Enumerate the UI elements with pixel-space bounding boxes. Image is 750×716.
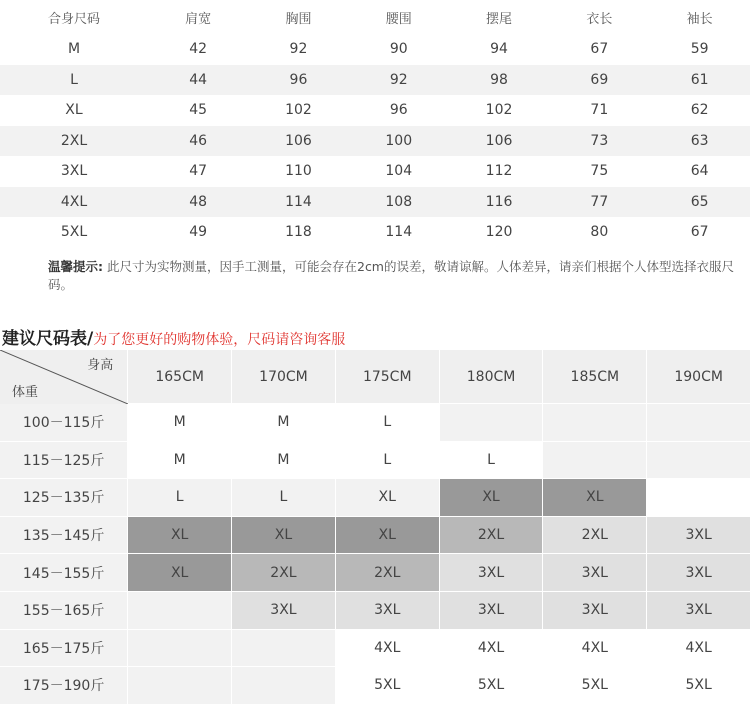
recommend-size-cell: 5XL (646, 667, 750, 705)
recommend-size-cell: 2XL (542, 517, 646, 555)
spec-cell: 48 (189, 193, 208, 210)
recommend-table-title (2, 324, 345, 349)
recommend-size-cell: 3XL (646, 517, 750, 555)
recommend-size-cell: 3XL (646, 554, 750, 592)
spec-cell: 110 (285, 163, 312, 180)
recommend-size-cell (646, 479, 750, 517)
spec-cell: 114 (285, 193, 312, 210)
spec-cell: 92 (289, 41, 308, 58)
spec-row (0, 126, 750, 157)
spec-cell: 62 (690, 102, 709, 119)
spec-cell: 59 (690, 41, 709, 58)
recommend-row (0, 630, 750, 668)
recommend-size-cell (127, 592, 231, 630)
recommend-size-cell: XL (231, 517, 335, 555)
spec-cell: 73 (590, 132, 609, 149)
recommend-size-cell: 3XL (646, 592, 750, 630)
spec-cell: 67 (590, 41, 609, 58)
spec-cell: 106 (285, 132, 312, 149)
spec-cell: 118 (285, 224, 312, 241)
spec-row (0, 217, 750, 248)
recommend-size-cell: L (335, 404, 439, 442)
spec-header-cell: 胸围 (285, 11, 312, 27)
recommend-size-cell: XL (542, 479, 646, 517)
spec-cell: 47 (189, 163, 208, 180)
recommend-size-cell: 5XL (439, 667, 543, 705)
spec-cell: 75 (590, 163, 609, 180)
recommend-size-cell: 2XL (335, 554, 439, 592)
recommend-size-cell: 5XL (542, 667, 646, 705)
spec-cell: 114 (385, 224, 413, 241)
recommend-row (0, 592, 750, 630)
recommend-size-cell: M (127, 404, 231, 442)
weight-label-cell: 165－175斤 (0, 630, 127, 668)
recommend-row (0, 517, 750, 555)
spec-header-cell: 合身尺码 (47, 11, 100, 27)
spec-cell: 61 (690, 71, 709, 88)
spec-header-row (0, 0, 750, 34)
recommend-size-cell: 3XL (439, 554, 543, 592)
recommend-size-cell (646, 404, 750, 442)
spec-row (0, 95, 750, 126)
spec-cell: 71 (590, 102, 609, 119)
recommend-size-cell: XL (127, 517, 231, 555)
spec-cell: 100 (385, 132, 413, 149)
recommend-size-cell (231, 630, 335, 668)
spec-cell: 42 (189, 41, 208, 58)
recommend-size-table (0, 350, 750, 705)
recommend-row (0, 404, 750, 442)
spec-cell: 106 (485, 132, 513, 149)
weight-label-cell: 155－165斤 (0, 592, 127, 630)
spec-cell: 44 (189, 71, 208, 88)
recommend-size-cell (127, 630, 231, 668)
recommend-size-cell: 3XL (231, 592, 335, 630)
recommend-size-cell: 4XL (646, 630, 750, 668)
spec-cell: 92 (389, 71, 408, 88)
recommend-title-main: 建议尺码表/ (2, 329, 94, 349)
spec-cell: 96 (389, 102, 408, 119)
recommend-size-cell: M (231, 404, 335, 442)
spec-cell: 102 (285, 102, 312, 119)
recommend-size-cell: 4XL (335, 630, 439, 668)
size-spec-table (0, 0, 750, 248)
recommend-size-cell: 3XL (439, 592, 543, 630)
recommend-size-cell: L (335, 442, 439, 480)
recommend-size-cell (231, 667, 335, 705)
recommend-size-cell: 4XL (542, 630, 646, 668)
recommend-size-cell: 2XL (231, 554, 335, 592)
spec-cell: 90 (389, 41, 408, 58)
spec-cell: 104 (385, 163, 413, 180)
recommend-row (0, 442, 750, 480)
recommend-size-cell: 3XL (335, 592, 439, 630)
spec-row (0, 65, 750, 96)
weight-label-cell: 135－145斤 (0, 517, 127, 555)
spec-cell: 5XL (60, 224, 88, 241)
recommend-title-sub: 为了您更好的购物体验，尺码请咨询客服 (93, 332, 346, 348)
recommend-row (0, 554, 750, 592)
recommend-size-cell: L (127, 479, 231, 517)
spec-cell: 80 (590, 224, 609, 241)
spec-cell: 69 (590, 71, 609, 88)
spec-cell: 77 (590, 193, 609, 210)
spec-row (0, 187, 750, 218)
spec-header-cell: 腰围 (385, 11, 412, 27)
weight-label-cell: 100－115斤 (0, 404, 127, 442)
recommend-size-cell: 5XL (335, 667, 439, 705)
spec-header-cell: 摆尾 (486, 11, 513, 27)
height-header-cell: 180CM (439, 350, 543, 404)
spec-header-cell: 衣长 (586, 11, 613, 27)
weight-label-cell: 115－125斤 (0, 442, 127, 480)
spec-cell: 108 (385, 193, 413, 210)
recommend-size-cell: XL (335, 479, 439, 517)
recommend-size-cell: 4XL (439, 630, 543, 668)
recommend-size-cell (646, 442, 750, 480)
recommend-size-cell (439, 404, 543, 442)
spec-cell: 67 (690, 224, 709, 241)
spec-cell: 96 (289, 71, 308, 88)
spec-cell: 102 (485, 102, 513, 119)
spec-cell: 2XL (60, 132, 88, 149)
spec-row (0, 34, 750, 65)
spec-cell: 3XL (60, 163, 88, 180)
spec-header-cell: 袖长 (686, 11, 713, 27)
recommend-size-cell (542, 404, 646, 442)
spec-cell: 120 (485, 224, 513, 241)
spec-cell: 63 (690, 132, 709, 149)
weight-label-cell: 145－155斤 (0, 554, 127, 592)
recommend-size-cell: 3XL (542, 592, 646, 630)
recommend-header-row (0, 350, 750, 404)
spec-cell: 4XL (60, 193, 88, 210)
height-header-cell: 190CM (646, 350, 750, 404)
height-header-cell: 175CM (335, 350, 439, 404)
recommend-size-cell (542, 442, 646, 480)
height-header-cell: 165CM (127, 350, 231, 404)
spec-cell: M (67, 41, 81, 58)
spec-header-cell: 肩宽 (185, 11, 212, 27)
spec-cell: 46 (189, 132, 208, 149)
spec-cell: 116 (485, 193, 513, 210)
spec-cell: 112 (485, 163, 513, 180)
spec-cell: L (70, 71, 78, 88)
recommend-size-cell: L (439, 442, 543, 480)
recommend-size-cell: 2XL (439, 517, 543, 555)
recommend-size-cell (127, 667, 231, 705)
corner-cell (0, 350, 127, 404)
weight-label-cell: 125－135斤 (0, 479, 127, 517)
spec-cell: 45 (189, 102, 208, 119)
recommend-size-cell: 3XL (542, 554, 646, 592)
spec-cell: 98 (490, 71, 508, 88)
tip-text: 此尺寸为实物测量，因手工测量，可能会存在2cm的误差，敬请谅解。人体差异，请亲们根据个人体型选择衣服尺码。 (48, 259, 734, 292)
spec-cell: 64 (690, 163, 709, 180)
recommend-size-cell: M (231, 442, 335, 480)
recommend-size-cell: XL (439, 479, 543, 517)
recommend-row (0, 667, 750, 705)
spec-row (0, 156, 750, 187)
recommend-size-cell: XL (335, 517, 439, 555)
spec-cell: XL (65, 102, 83, 119)
height-header-cell: 170CM (231, 350, 335, 404)
spec-cell: 49 (189, 224, 208, 241)
weight-label-cell: 175－190斤 (0, 667, 127, 705)
recommend-row (0, 479, 750, 517)
recommend-size-cell: M (127, 442, 231, 480)
height-header-cell: 185CM (542, 350, 646, 404)
spec-cell: 65 (690, 193, 709, 210)
spec-cell: 94 (490, 41, 508, 58)
tip-label: 温馨提示: (48, 259, 103, 274)
tip-note (48, 258, 738, 294)
height-axis-label: 身高 (87, 358, 114, 373)
recommend-size-cell: L (231, 479, 335, 517)
weight-axis-label: 体重 (12, 385, 39, 400)
recommend-size-cell: XL (127, 554, 231, 592)
